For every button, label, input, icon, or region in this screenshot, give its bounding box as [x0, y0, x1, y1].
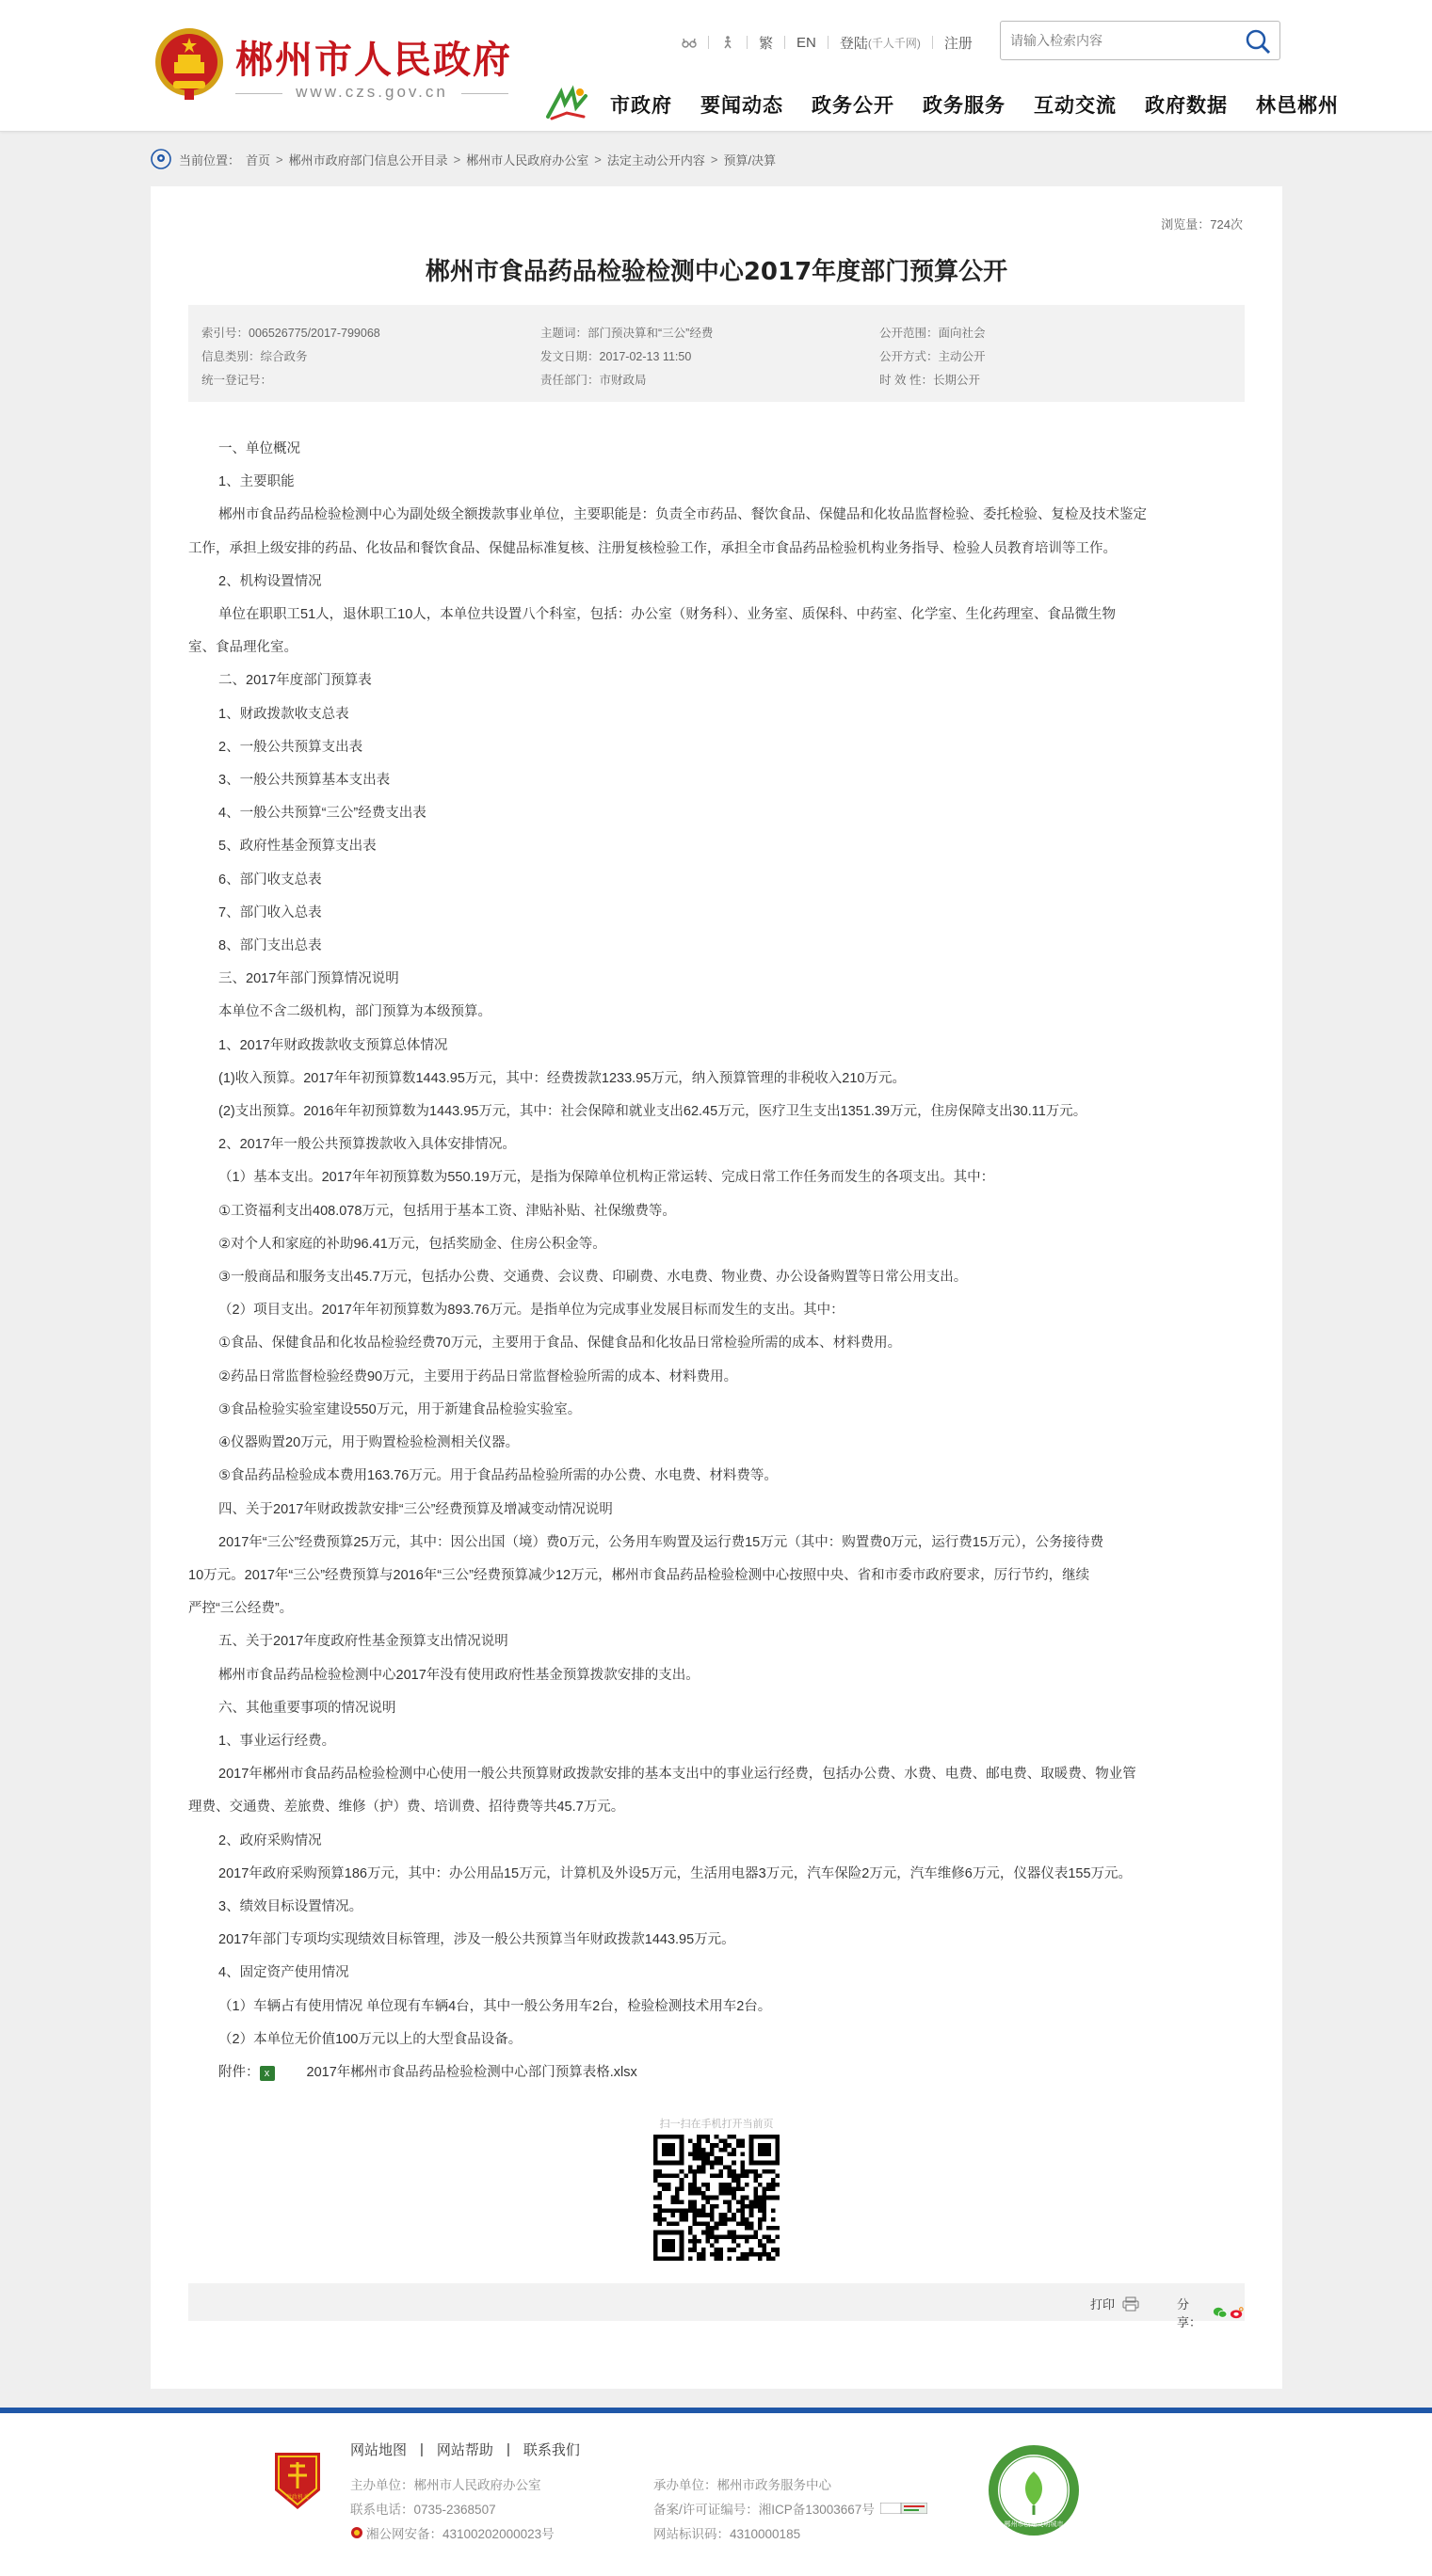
footer-icp[interactable]: 备案/许可证编号：湘ICP备13003667号	[653, 2503, 875, 2517]
article-paragraph: 三、2017年部门预算情况说明	[218, 971, 399, 987]
article-meta	[188, 305, 1245, 402]
article-paragraph: 1、2017年财政拨款收支预算总体情况	[218, 1037, 448, 1053]
footer-separator: |	[420, 2441, 424, 2457]
article-paragraph: 1、主要职能	[218, 474, 295, 490]
accessibility-person-icon[interactable]	[720, 35, 735, 50]
article-paragraph: 5、政府性基金预算支出表	[218, 839, 377, 855]
logo-text: 党政机关	[285, 2494, 310, 2501]
article-paragraph: ④仪器购置20万元，用于购置检验检测相关仪器。	[218, 1435, 520, 1451]
article-paragraph: 4、固定资产使用情况	[218, 1965, 349, 1981]
article-paragraph: 7、部门收入总表	[218, 904, 322, 920]
article-paragraph: 二、2017年度部门预算表	[218, 673, 372, 689]
article-paragraph: 2017年“三公”经费预算25万元，其中：因公出国（境）费0万元，公务用车购置及运行费15万元（其中：购置费0万元，运行费15万元），公务接待费	[218, 1534, 1104, 1550]
article-paragraph: 4、一般公共预算“三公”经费支出表	[218, 806, 426, 822]
article-paragraph: 郴州市食品药品检验检测中心为副处级全额拨款事业单位，主要职能是：负责全市药品、餐饮食品、保健品和化妆品监督检验、委托检验、复检及技术鉴定	[218, 507, 1147, 523]
breadcrumb	[151, 147, 776, 171]
article-paragraph: 8、部门支出总表	[218, 938, 322, 954]
article-paragraph: 2017年政府采购预算186万元，其中：办公用品15万元，计算机及外设5万元，生活用电器3万元，汽车保险2万元，汽车维修6万元，仪器仪表155万元。	[218, 1865, 1133, 1881]
search-input[interactable]	[1010, 30, 1236, 51]
location-pin-icon	[151, 149, 171, 169]
article-paragraph: ②对个人和家庭的补助96.41万元，包括奖励金、住房公积金等。	[218, 1236, 606, 1252]
footer-site-code: 网站标识码：4310000185	[653, 2527, 801, 2541]
article-paragraph: 严控“三公经费”。	[188, 1601, 294, 1617]
article-title: 郴州市食品药品检验检测中心2017年度部门预算公开	[425, 258, 1008, 286]
article-paragraph: 6、部门收支总表	[218, 872, 322, 888]
traditional-chinese-link[interactable]: 繁	[759, 35, 774, 52]
attachment-link[interactable]: 2017年郴州市食品药品检验检测中心部门预算表格.xlsx	[306, 2064, 637, 2080]
article-paragraph: 五、关于2017年度政府性基金预算支出情况说明	[218, 1634, 508, 1650]
city-logo-icon	[542, 85, 591, 124]
breadcrumb-legal-content[interactable]: 法定主动公开内容	[606, 152, 705, 168]
share-area	[1177, 2295, 1245, 2330]
article-paragraph: 室、食品理化室。	[188, 640, 298, 656]
footer-separator: |	[506, 2441, 510, 2457]
meta-scope: 公开范围：面向社会	[879, 327, 986, 340]
footer-icp-line	[653, 2499, 927, 2518]
civilized-city-badge-icon[interactable]	[987, 2443, 1081, 2537]
site-title[interactable]: 郴州市人民政府	[235, 39, 512, 82]
weibo-icon[interactable]	[1230, 2305, 1245, 2320]
nav-item-gov-service[interactable]: 政务服务	[923, 95, 1006, 117]
meta-method: 公开方式：主动公开	[879, 350, 986, 363]
article-paragraph: 2、政府采购情况	[218, 1832, 322, 1848]
login-link[interactable]: 登陆	[839, 35, 868, 52]
article-panel	[151, 186, 1282, 2389]
article-paragraph: ③一般商品和服务支出45.7万元，包括办公费、交通费、会议费、印刷费、水电费、物业费、办公设备购置等日常公用支出。	[218, 1270, 968, 1286]
nav-item-city-gov[interactable]: 市政府	[610, 95, 672, 117]
meta-validity: 时 效 性：长期公开	[879, 374, 980, 387]
footer-police-line	[350, 2523, 555, 2542]
nav-item-gov-data[interactable]: 政府数据	[1145, 95, 1228, 117]
article-paragraph: 1、事业运行经费。	[218, 1733, 336, 1749]
breadcrumb-home[interactable]: 首页	[246, 152, 271, 168]
breadcrumb-label: 当前位置：	[179, 152, 241, 168]
article-paragraph: ⑤食品药品检验成本费用163.76万元。用于食品药品检验所需的办公费、水电费、材料费等。	[218, 1468, 778, 1484]
breadcrumb-separator: >	[453, 152, 461, 167]
article-paragraph: 3、一般公共预算基本支出表	[218, 773, 391, 789]
nav-item-news[interactable]: 要闻动态	[700, 95, 783, 117]
article-paragraph: 工作，承担上级安排的药品、化妆品和餐饮食品、保健品标准复核、注册复核检验工作，承担全市食品药品检验机构业务指导、检验人员教育培训等工作。	[188, 540, 1117, 556]
breadcrumb-separator: >	[594, 152, 602, 167]
nav-item-gov-disclosure[interactable]: 政务公开	[812, 95, 894, 117]
meta-category: 信息类别：综合政务	[201, 350, 308, 363]
article-paragraph: 一、单位概况	[218, 441, 300, 456]
breadcrumb-catalog[interactable]: 郴州市政府部门信息公开目录	[288, 152, 448, 168]
site-footer	[0, 2408, 1432, 2576]
nav-item-interaction[interactable]: 互动交流	[1034, 95, 1117, 117]
article-paragraph: 1、财政拨款收支总表	[218, 706, 349, 722]
police-badge-icon	[350, 2526, 363, 2539]
article-paragraph: （2）项目支出。2017年年初预算数为893.76万元。是指单位为完成事业发展目标而发生的支出。其中：	[218, 1303, 845, 1319]
top-links	[682, 32, 973, 53]
breadcrumb-separator: >	[710, 152, 718, 167]
article-paragraph: 单位在职职工51人，退休职工10人，本单位共设置八个科室，包括：办公室（财务科）、业务室、质保科、中药室、化学室、生化药理室、食品微生物	[218, 607, 1117, 623]
article-paragraph: 2、一般公共预算支出表	[218, 739, 363, 755]
article-paragraph: ①食品、保健食品和化妆品检验经费70万元，主要用于食品、保健食品和化妆品日常检验所需的成本、材料费用。	[218, 1336, 902, 1352]
site-header	[0, 0, 1432, 132]
login-note: (千人千网)	[867, 36, 921, 50]
footer-links	[350, 2440, 580, 2459]
article-paragraph: (2)支出预算。2016年年初预算数为1443.95万元，其中：社会保障和就业支出62.45万元，医疗卫生支出1351.39万元，住房保障支出30.11万元。	[218, 1104, 1087, 1120]
meta-publish-date: 发文日期：2017-02-13 11:50	[540, 350, 692, 363]
footer-police[interactable]: 湘公网安备：43100202000023号	[366, 2527, 555, 2541]
qr-label: 扫一扫在手机打开当前页	[659, 2119, 774, 2130]
excel-file-icon: x	[260, 2066, 275, 2081]
meta-dept: 责任部门：市财政局	[540, 374, 647, 387]
article-paragraph: ③食品检验实验室建设550万元，用于新建食品检验实验室。	[218, 1401, 582, 1417]
printer-icon	[1122, 2296, 1139, 2312]
national-emblem-icon[interactable]	[153, 24, 226, 104]
search-box	[1000, 21, 1280, 60]
main-nav	[542, 85, 1339, 124]
accessibility-glasses-icon[interactable]	[682, 35, 697, 50]
article-paragraph: 2017年郴州市食品药品检验检测中心使用一般公共预算财政拨款安排的基本支出中的事业运行经费，包括办公费、水费、电费、邮电费、取暖费、物业管	[218, 1767, 1136, 1783]
article-paragraph: （1）基本支出。2017年年初预算数为550.19万元，是指为保障单位机构正常运转、完成日常工作任务而发生的各项支出。其中：	[218, 1170, 995, 1186]
footer-link-help[interactable]: 网站帮助	[436, 2442, 493, 2458]
article-paragraph: ①工资福利支出408.078万元，包括用于基本工资、津贴补贴、社保缴费等。	[218, 1203, 676, 1219]
article-paragraph: (1)收入预算。2017年年初预算数1443.95万元，其中：经费拨款1233.95万元，纳入预算管理的非税收入210万元。	[218, 1070, 906, 1086]
footer-phone: 联系电话：0735-2368507	[350, 2503, 496, 2517]
print-button[interactable]	[1090, 2295, 1139, 2312]
article-paragraphs	[188, 433, 1245, 2056]
nav-item-linyi-chenzhou[interactable]: 林邑郴州	[1256, 95, 1339, 117]
cnzz-icon[interactable]	[880, 2503, 927, 2514]
article-paragraph: 2、机构设置情况	[218, 573, 322, 589]
footer-undertake: 承办单位：郴州市政务服务中心	[653, 2478, 831, 2492]
site-url: www.czs.gov.cn	[235, 83, 508, 102]
wechat-icon[interactable]	[1213, 2305, 1228, 2320]
article-toolbar	[188, 2283, 1245, 2329]
party-gov-org-logo-icon[interactable]	[271, 2449, 324, 2513]
share-label: 分享：	[1177, 2297, 1202, 2329]
article-paragraph: ②药品日常监督检验经费90万元，主要用于药品日常监督检验所需的成本、材料费用。	[218, 1368, 738, 1384]
article-paragraph: 郴州市食品药品检验检测中心2017年没有使用政府性基金预算拨款安排的支出。	[218, 1667, 700, 1683]
article-paragraph: 10万元。2017年“三公”经费预算与2016年“三公”经费预算减少12万元，郴州市食品药品检验检测中心按照中央、省和市委市政府要求，厉行节约，继续	[188, 1567, 1090, 1583]
meta-index-no: 索引号：006526775/2017-799068	[201, 327, 380, 340]
english-link[interactable]: EN	[796, 34, 816, 51]
breadcrumb-separator: >	[276, 152, 283, 167]
register-link[interactable]: 注册	[943, 35, 973, 52]
attachment-line	[188, 2056, 1245, 2089]
article-paragraph: 2、2017年一般公共预算拨款收入具体安排情况。	[218, 1137, 516, 1153]
breadcrumb-budget[interactable]: 预算/决算	[723, 152, 777, 168]
footer-host: 主办单位：郴州市人民政府办公室	[350, 2478, 541, 2492]
view-count: 浏览量：724次	[1161, 217, 1243, 232]
article-paragraph: 六、其他重要事项的情况说明	[218, 1700, 396, 1716]
article-paragraph: 四、关于2017年财政拨款安排“三公”经费预算及增减变动情况说明	[218, 1501, 613, 1517]
attachment-label: 附件：	[218, 2064, 260, 2080]
breadcrumb-office[interactable]: 郴州市人民政府办公室	[466, 152, 589, 168]
article-paragraph: 3、绩效目标设置情况。	[218, 1898, 363, 1914]
qr-code	[653, 2135, 780, 2261]
print-label: 打印	[1090, 2297, 1116, 2312]
article-paragraph: 2017年部门专项均实现绩效目标管理，涉及一般公共预算当年财政拨款1443.95万元。	[218, 1932, 735, 1948]
article-paragraph: 理费、交通费、差旅费、维修（护）费、培训费、招待费等共45.7万元。	[188, 1800, 625, 1816]
article-paragraph: （1）车辆占有使用情况 单位现有车辆4台，其中一般公务用车2台，检验检测技术用车2台。	[218, 1998, 772, 2014]
meta-unified-code: 统一登记号：	[201, 374, 273, 387]
badge-text: 郴州市创建文明城市	[1004, 2520, 1064, 2528]
article-body	[188, 433, 1245, 2089]
footer-link-sitemap[interactable]: 网站地图	[350, 2442, 408, 2458]
footer-link-contact[interactable]: 联系我们	[523, 2442, 580, 2458]
article-paragraph: （2）本单位无价值100万元以上的大型食品设备。	[218, 2031, 523, 2047]
search-icon[interactable]	[1244, 27, 1272, 56]
meta-subject: 主题词：部门预决算和“三公”经费	[540, 327, 714, 340]
article-paragraph: 本单位不含二级机构，部门预算为本级预算。	[218, 1004, 491, 1020]
